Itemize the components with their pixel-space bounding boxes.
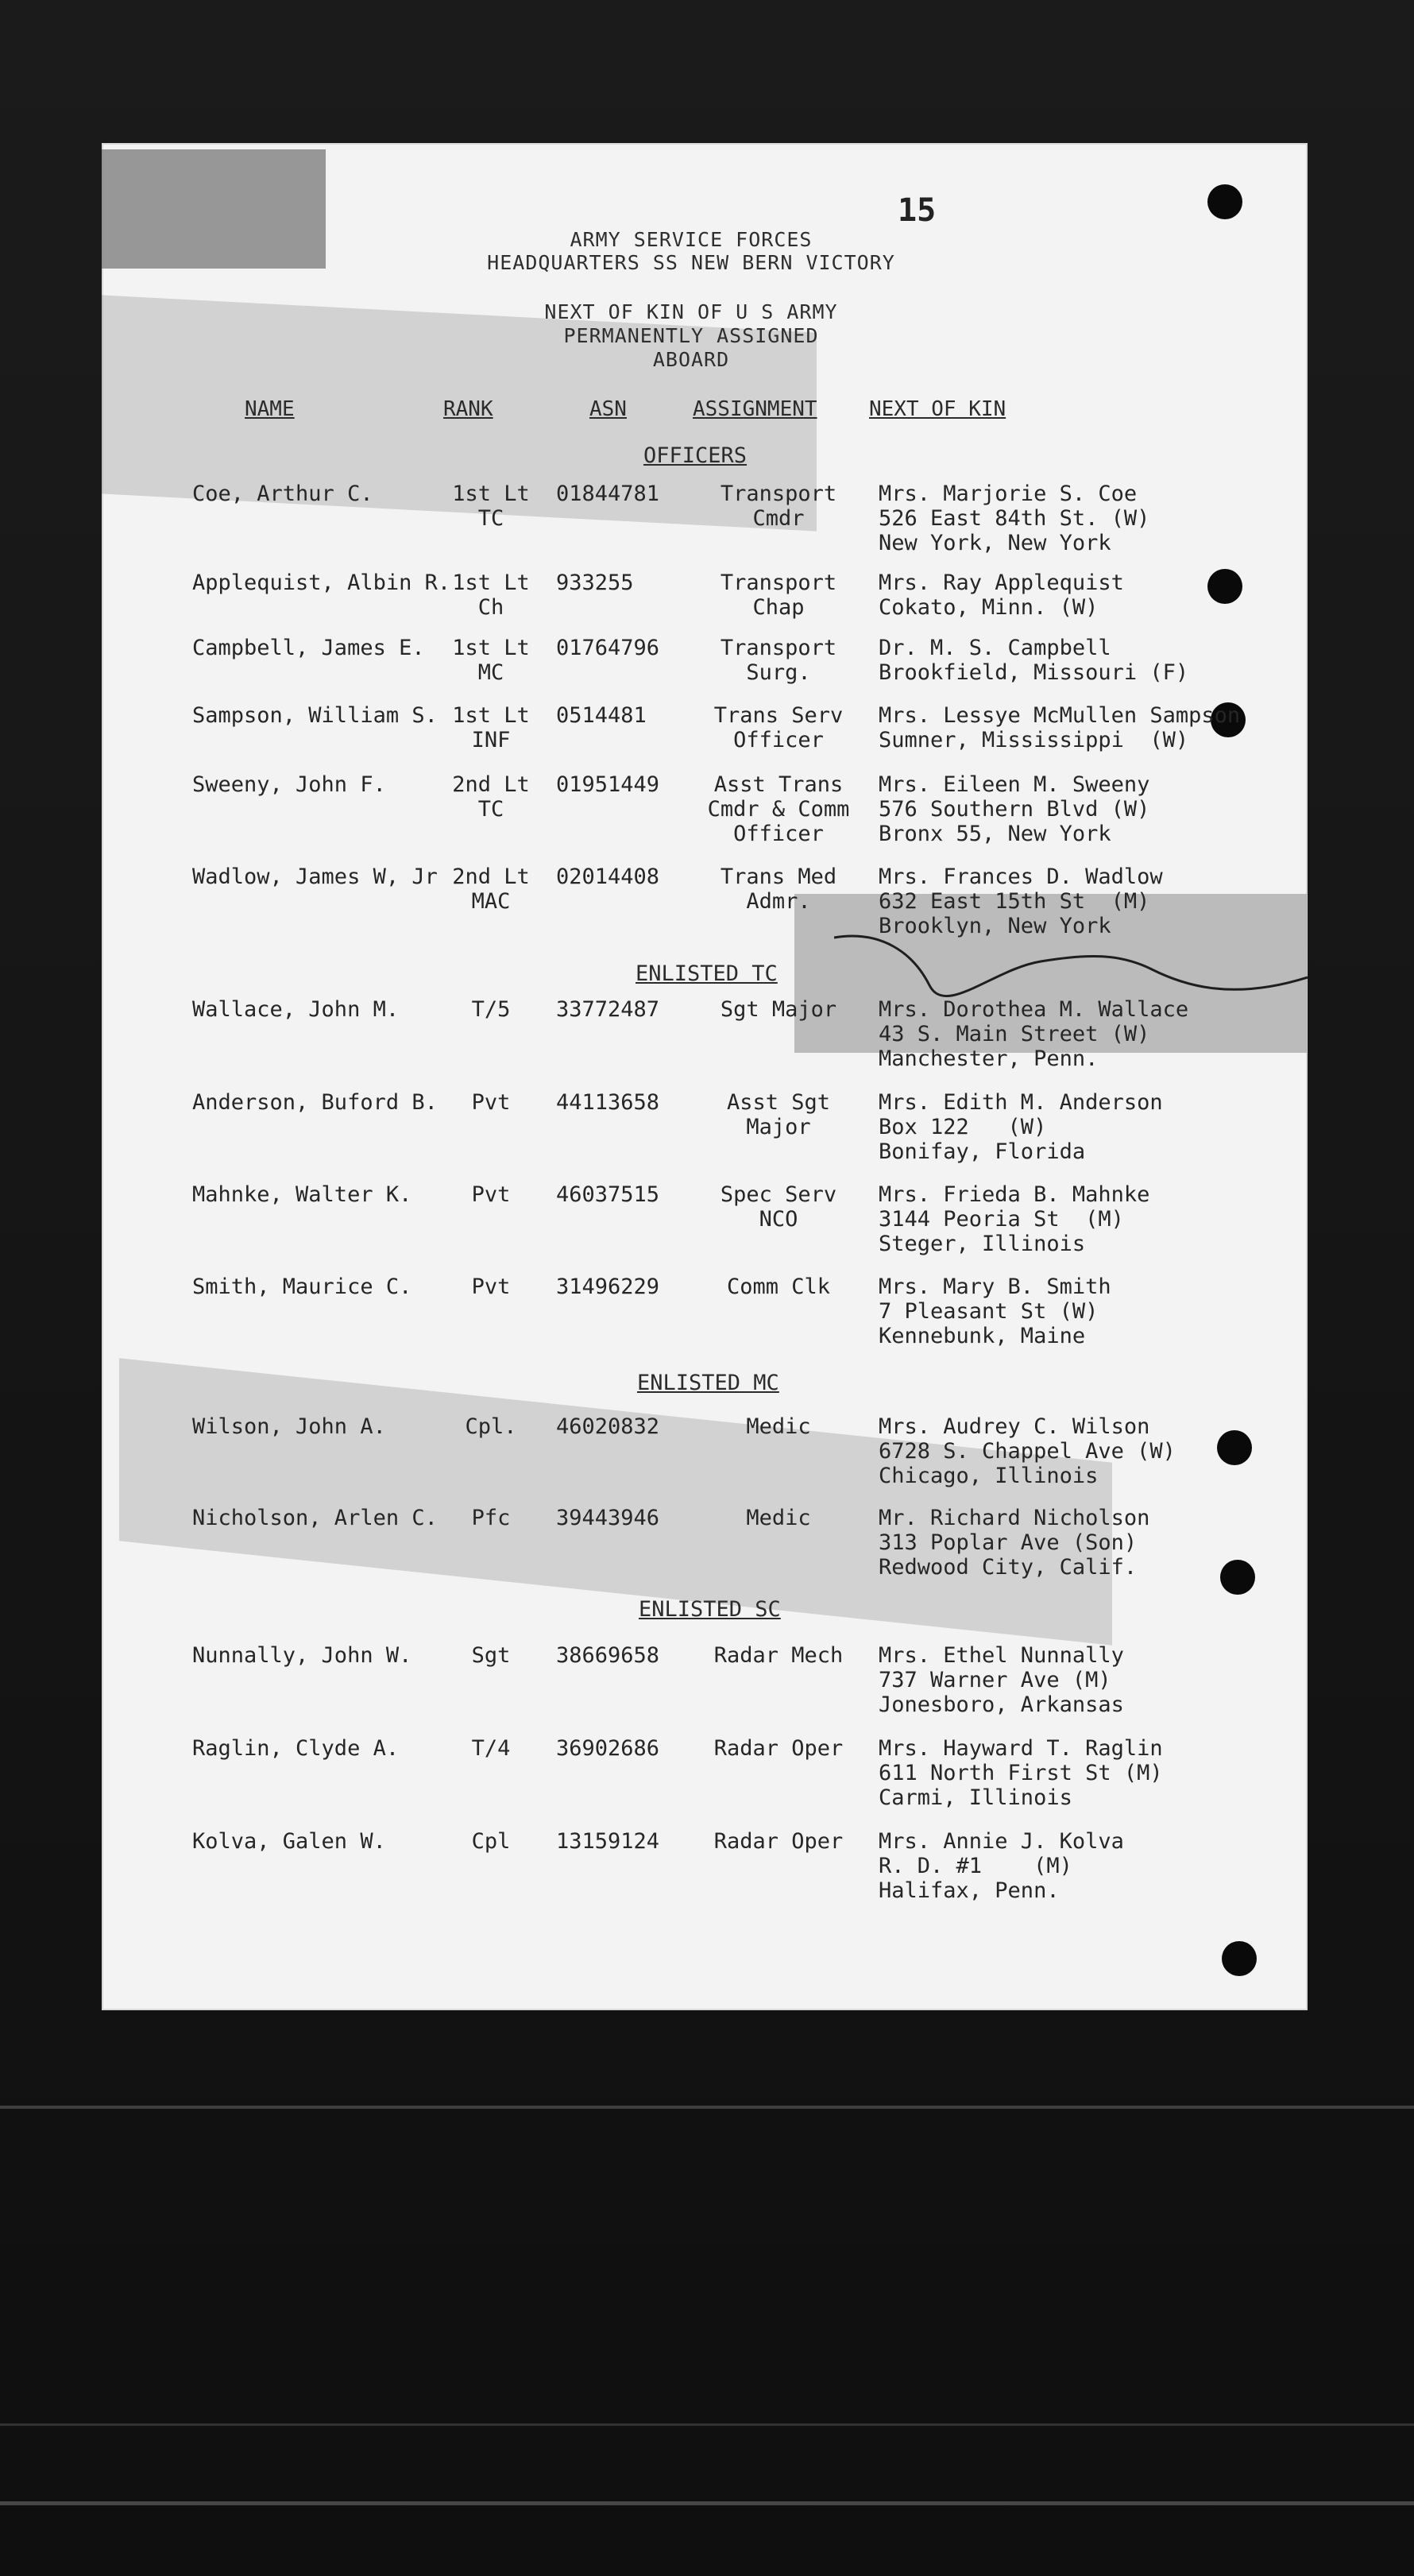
cell-next-of-kin-line: Cokato, Minn. (W) [879,595,1099,620]
cell-name: Anderson, Buford B. [192,1090,438,1115]
header-line-5: ABOARD [652,348,730,371]
cell-name: Raglin, Clyde A. [192,1736,400,1761]
cell-assignment [683,772,874,846]
cell-next-of-kin [879,1274,1111,1348]
cell-next-of-kin-line: Bronx 55, New York [879,822,1111,846]
cell-rank-line: MC [477,660,504,685]
punch-hole [1207,569,1242,604]
cell-next-of-kin-line: Mrs. Lessye McMullen Sampson [879,703,1241,728]
cell-name: Nicholson, Arlen C. [192,1506,438,1530]
cell-assignment [683,636,874,685]
cell-next-of-kin-line: Mrs. Ray Applequist [879,571,1124,595]
cell-next-of-kin-line: Chicago, Illinois [879,1464,1099,1488]
cell-rank-line: Sgt [471,1643,511,1668]
cell-asn: 39443946 [556,1506,660,1530]
cell-rank [443,1090,539,1115]
section-title: ENLISTED TC [636,961,778,986]
cell-rank-line: 1st Lt [452,636,530,660]
cell-asn: 36902686 [556,1736,660,1761]
cell-rank [443,1182,539,1207]
cell-rank-line: Cpl [471,1829,511,1854]
cell-next-of-kin-line: 43 S. Main Street (W) [879,1022,1150,1046]
cell-rank-line: 1st Lt [452,482,530,506]
cell-next-of-kin-line: 3144 Peoria St (M) [879,1207,1124,1232]
cell-next-of-kin-line: 526 East 84th St. (W) [879,506,1150,531]
cell-rank-line: 1st Lt [452,571,530,595]
film-edge-line [0,2501,1414,2505]
cell-assignment [683,1274,874,1299]
cell-assignment-line: Officer [733,728,824,752]
cell-name: Coe, Arthur C. [192,482,373,506]
cell-rank-line: MAC [471,889,511,914]
cell-next-of-kin [879,1506,1149,1580]
cell-assignment-line: Surg. [746,660,811,685]
cell-next-of-kin-line: New York, New York [879,531,1111,555]
cell-assignment [683,1829,874,1854]
cell-assignment-line: Transport [720,636,837,660]
cell-next-of-kin [879,703,1240,752]
cell-next-of-kin [879,864,1163,938]
cell-rank-line: 2nd Lt [452,864,530,889]
cell-rank [443,1274,539,1299]
cell-rank-line: Pvt [471,1182,511,1207]
column-header-assignment: ASSIGNMENT [693,397,817,421]
header-line-4: PERMANENTLY ASSIGNED [563,324,819,347]
cell-next-of-kin-line: 632 East 15th St (M) [879,889,1150,914]
cell-next-of-kin-line: Steger, Illinois [879,1232,1086,1256]
section-title: ENLISTED SC [639,1597,781,1622]
cell-rank-line: Pvt [471,1274,511,1299]
cell-next-of-kin [879,1182,1149,1256]
header-line-2: HEADQUARTERS SS NEW BERN VICTORY [487,251,895,274]
cell-next-of-kin-line: Mr. Richard Nicholson [879,1506,1150,1530]
cell-rank [443,772,539,822]
page-number: 15 [898,192,937,229]
cell-next-of-kin-line: Carmi, Illinois [879,1785,1072,1810]
cell-next-of-kin [879,636,1188,685]
punch-hole [1220,1560,1255,1595]
cell-next-of-kin-line: Mrs. Marjorie S. Coe [879,482,1138,506]
cell-rank-line: Pfc [471,1506,511,1530]
section-title: OFFICERS [643,443,748,468]
cell-assignment-line: Radar Oper [713,1829,844,1854]
cell-rank-line: 2nd Lt [452,772,530,797]
tape-patch [102,149,326,269]
cell-rank [443,482,539,531]
cell-next-of-kin-line: Redwood City, Calif. [879,1555,1138,1580]
cell-assignment [683,1506,874,1530]
section-title: ENLISTED MC [637,1371,779,1395]
cell-rank-line: 1st Lt [452,703,530,728]
cell-name: Campbell, James E. [192,636,425,660]
cell-assignment-line: Spec Serv [720,1182,837,1207]
cell-next-of-kin [879,1414,1176,1488]
cell-next-of-kin-line: Mrs. Eileen M. Sweeny [879,772,1150,797]
cell-next-of-kin-line: 611 North First St (M) [879,1761,1163,1785]
cell-rank [443,1506,539,1530]
cell-assignment-line: Asst Sgt [726,1090,831,1115]
cell-assignment-line: Sgt Major [720,997,837,1022]
cell-assignment-line: Chap [752,595,805,620]
cell-rank-line: Ch [477,595,504,620]
cell-next-of-kin-line: 737 Warner Ave (M) [879,1668,1111,1692]
cell-asn: 01951449 [556,772,660,797]
cell-next-of-kin-line: Mrs. Mary B. Smith [879,1274,1111,1299]
cell-rank [443,1829,539,1854]
cell-assignment [683,482,874,531]
cell-assignment-line: Transport [720,482,837,506]
cell-assignment-line: Officer [733,822,824,846]
cell-next-of-kin [879,997,1188,1071]
cell-next-of-kin-line: Jonesboro, Arkansas [879,1692,1124,1717]
cell-name: Nunnally, John W. [192,1643,412,1668]
cell-next-of-kin-line: Mrs. Audrey C. Wilson [879,1414,1150,1439]
cell-assignment [683,1414,874,1439]
cell-name: Smith, Maurice C. [192,1274,412,1299]
cell-name: Wadlow, James W, Jr [192,864,438,889]
cell-next-of-kin-line: 6728 S. Chappel Ave (W) [879,1439,1176,1464]
cell-assignment [683,1090,874,1139]
cell-assignment-line: Radar Mech [713,1643,844,1668]
cell-assignment-line: Trans Serv [713,703,844,728]
cell-rank [443,703,539,752]
cell-assignment-line: Cmdr [752,506,805,531]
cell-name: Wallace, John M. [192,997,400,1022]
cell-next-of-kin-line: 7 Pleasant St (W) [879,1299,1099,1324]
cell-rank-line: T/5 [471,997,511,1022]
cell-assignment [683,1182,874,1232]
cell-assignment [683,571,874,620]
cell-next-of-kin-line: Bonifay, Florida [879,1139,1086,1164]
cell-next-of-kin-line: Mrs. Frances D. Wadlow [879,864,1163,889]
cell-next-of-kin-line: Manchester, Penn. [879,1046,1099,1071]
column-header-next-of-kin: NEXT OF KIN [869,397,1006,421]
cell-next-of-kin-line: Brookfield, Missouri (F) [879,660,1189,685]
film-edge-line [0,2106,1414,2109]
cell-rank-line: INF [471,728,511,752]
cell-assignment-line: Medic [746,1414,811,1439]
cell-rank [443,571,539,620]
cell-next-of-kin-line: Mrs. Dorothea M. Wallace [879,997,1189,1022]
cell-next-of-kin-line: Mrs. Frieda B. Mahnke [879,1182,1150,1207]
cell-assignment-line: Major [746,1115,811,1139]
header-line-3: NEXT OF KIN OF U S ARMY [544,300,838,323]
cell-asn: 31496229 [556,1274,660,1299]
cell-next-of-kin-line: Mrs. Annie J. Kolva [879,1829,1124,1854]
cell-next-of-kin-line: Mrs. Hayward T. Raglin [879,1736,1163,1761]
cell-name: Sampson, William S. [192,703,438,728]
punch-hole [1207,184,1242,219]
cell-next-of-kin-line: R. D. #1 (M) [879,1854,1072,1878]
cell-assignment-line: Radar Oper [713,1736,844,1761]
cell-next-of-kin [879,1643,1124,1717]
cell-asn: 46037515 [556,1182,660,1207]
cell-next-of-kin-line: Kennebunk, Maine [879,1324,1086,1348]
cell-asn: 33772487 [556,997,660,1022]
cell-next-of-kin-line: Box 122 (W) [879,1115,1047,1139]
cell-asn: 01764796 [556,636,660,660]
cell-next-of-kin-line: Mrs. Ethel Nunnally [879,1643,1124,1668]
cell-assignment-line: NCO [759,1207,798,1232]
cell-assignment [683,1643,874,1668]
cell-rank-line: Cpl. [465,1414,517,1439]
cell-next-of-kin-line: Mrs. Edith M. Anderson [879,1090,1163,1115]
cell-rank-line: Pvt [471,1090,511,1115]
cell-assignment [683,703,874,752]
cell-asn: 38669658 [556,1643,660,1668]
cell-asn: 13159124 [556,1829,660,1854]
cell-name: Applequist, Albin R. [192,571,451,595]
cell-assignment [683,997,874,1022]
cell-next-of-kin-line: 576 Southern Blvd (W) [879,797,1150,822]
cell-assignment-line: Transport [720,571,837,595]
cell-rank [443,997,539,1022]
cell-rank-line: TC [477,797,504,822]
cell-name: Sweeny, John F. [192,772,386,797]
cell-assignment [683,1736,874,1761]
cell-next-of-kin-line: Dr. M. S. Campbell [879,636,1111,660]
column-header-name: NAME [245,397,295,421]
cell-asn: 44113658 [556,1090,660,1115]
cell-rank [443,636,539,685]
cell-assignment-line: Trans Med [720,864,837,889]
cell-next-of-kin [879,1736,1163,1810]
cell-next-of-kin-line: Halifax, Penn. [879,1878,1060,1903]
cell-assignment [683,864,874,914]
cell-assignment-line: Asst Trans [713,772,844,797]
punch-hole [1217,1430,1252,1465]
cell-rank [443,864,539,914]
punch-hole [1222,1941,1257,1976]
film-edge-line [0,2423,1414,2426]
cell-next-of-kin [879,1090,1163,1164]
cell-next-of-kin [879,482,1149,555]
cell-name: Wilson, John A. [192,1414,386,1439]
cell-name: Mahnke, Walter K. [192,1182,412,1207]
column-header-asn: ASN [589,397,627,421]
cell-rank-line: TC [477,506,504,531]
header-line-1: ARMY SERVICE FORCES [570,228,813,251]
column-header-rank: RANK [443,397,493,421]
cell-assignment-line: Comm Clk [726,1274,831,1299]
cell-next-of-kin [879,772,1149,846]
cell-asn: 01844781 [556,482,660,506]
cell-assignment-line: Cmdr & Comm [707,797,850,822]
cell-rank [443,1643,539,1668]
cell-next-of-kin-line: Brooklyn, New York [879,914,1111,938]
cell-next-of-kin [879,1829,1124,1903]
cell-next-of-kin-line: Sumner, Mississippi (W) [879,728,1189,752]
cell-asn: 46020832 [556,1414,660,1439]
cell-next-of-kin-line: 313 Poplar Ave (Son) [879,1530,1138,1555]
cell-name: Kolva, Galen W. [192,1829,386,1854]
cell-asn: 0514481 [556,703,647,728]
cell-rank-line: T/4 [471,1736,511,1761]
cell-rank [443,1414,539,1439]
cell-rank [443,1736,539,1761]
cell-assignment-line: Medic [746,1506,811,1530]
cell-assignment-line: Admr. [746,889,811,914]
cell-asn: 02014408 [556,864,660,889]
cell-next-of-kin [879,571,1124,620]
cell-asn: 933255 [556,571,634,595]
